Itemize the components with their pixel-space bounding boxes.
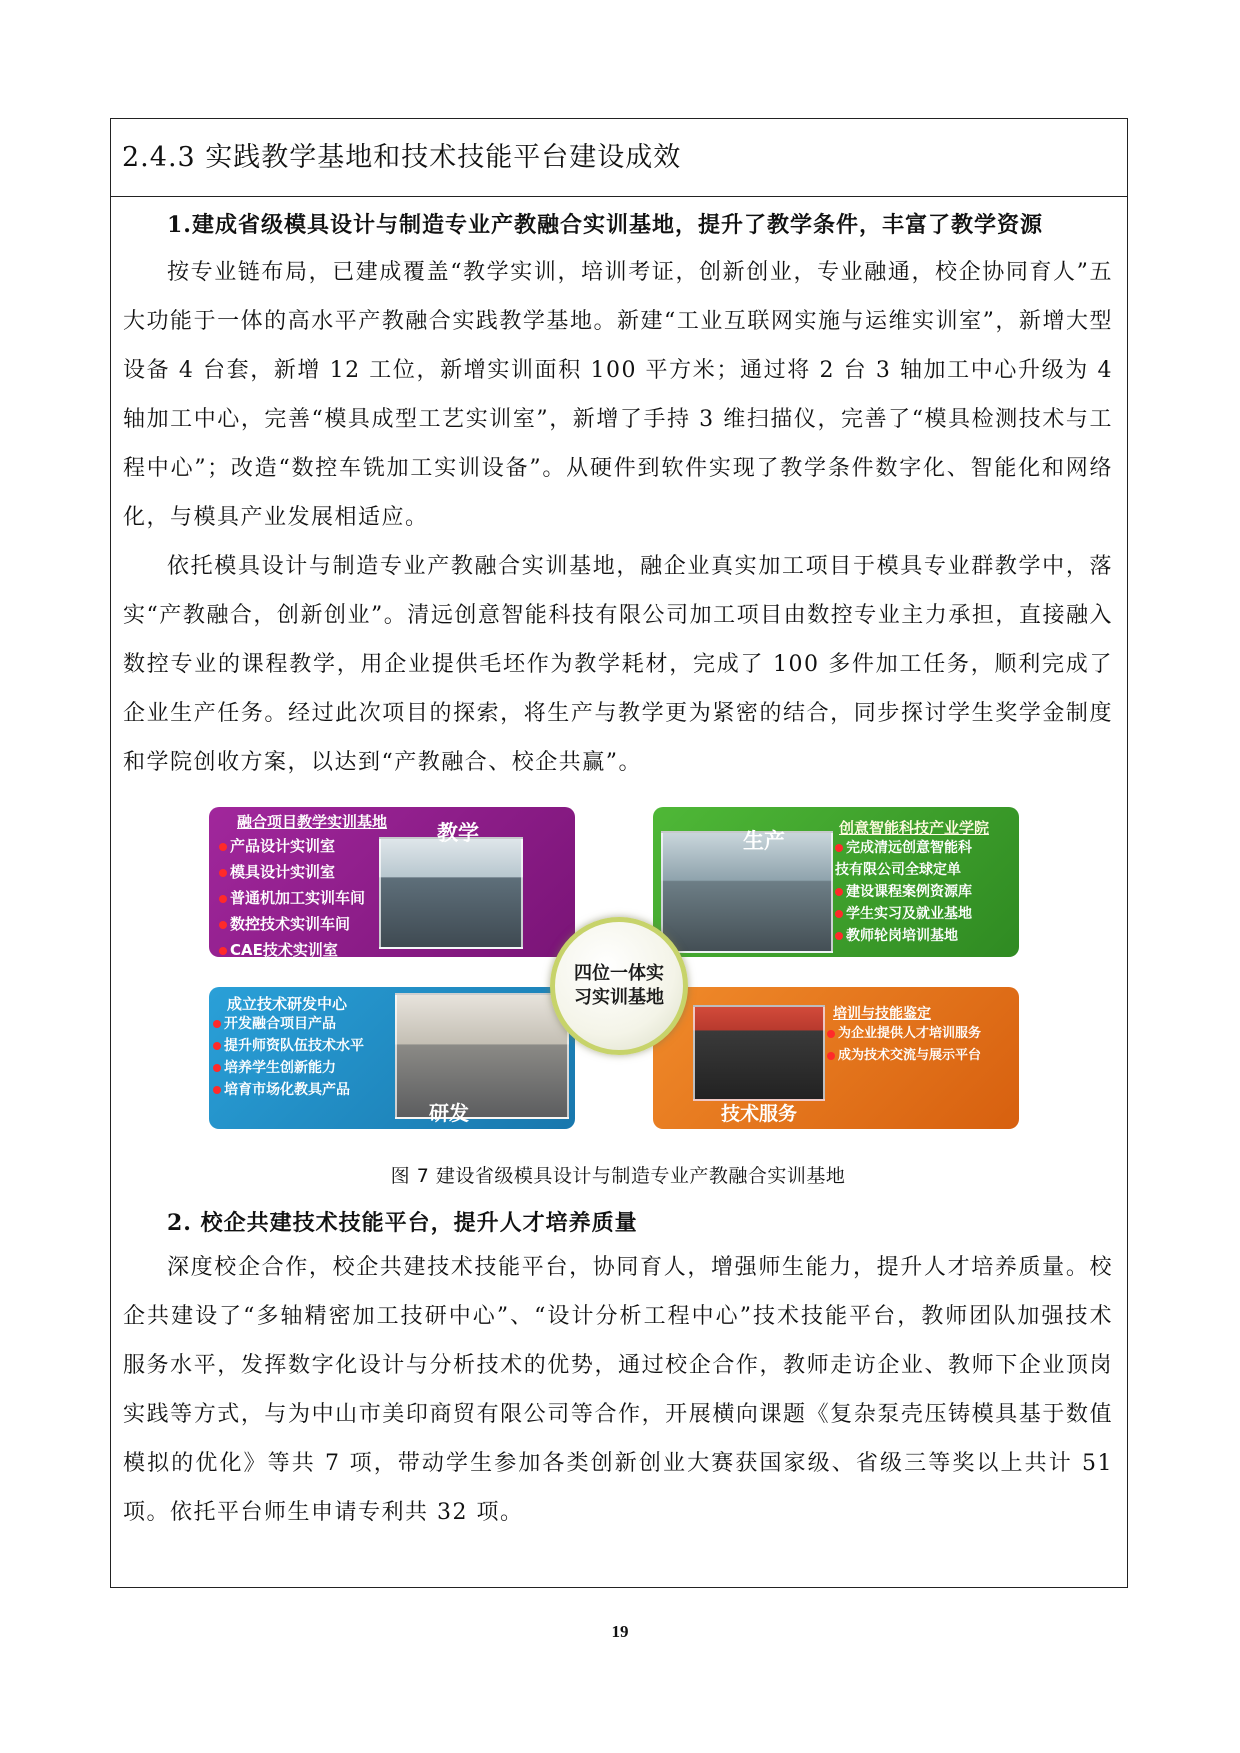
list-item: 完成清远创意智能科 [835,837,972,859]
classroom-photo [379,837,523,949]
heading-1: 1.建成省级模具设计与制造专业产教融合实训基地，提升了教学条件，丰富了教学资源 [167,212,1043,238]
list-item: CAE技术实训室 [219,937,365,957]
panel-research-list [213,1013,364,1101]
bullet-dot-icon [827,1030,835,1038]
page-number: 19 [611,1622,629,1641]
content-frame [110,118,1128,1588]
panel-teaching [209,807,575,957]
paragraph-1: 按专业链布局，已建成覆盖“教学实训，培训考证，创新创业，专业融通，校企协同育人”五大功能于一体的高水平产教融合实践教学基地。新建“工业互联网实施与运维实训室”，新增大型设备 4 台套，新增 12 工位，新增实训面积 100 平方米；通过将 2 台 3 轴加工中心升级为 4 轴加工中心，完善“模具成型工艺实训室”，新增了手持 3 维扫描仪，完善了“模具检测技术与工程中心”；改造“数控车铣加工实训设备”。从硬件到软件实现了教学条件数字化、智能化和网络化，与模具产业发展相适应。 [123,260,1113,530]
panel-production-list [835,837,972,947]
section-title: 2.4.3 实践教学基地和技术技能平台建设成效 [122,142,682,173]
figure-training-base [209,807,1019,1155]
bullet-dot-icon [219,843,227,851]
panel-production-title: 创意智能科技产业学院 [839,819,990,837]
list-item: 培养学生创新能力 [213,1057,364,1079]
panel-production [653,807,1019,957]
panel-service-title: 培训与技能鉴定 [833,1006,931,1022]
list-item: 数控技术实训车间 [219,911,365,937]
bullet-dot-icon [219,869,227,877]
list-item: 普通机加工实训车间 [219,885,365,911]
panel-service [653,987,1019,1129]
content-cell [123,196,1113,1537]
panel-research-tag: 研发 [429,1101,469,1125]
group-photo [693,1005,825,1101]
bullet-dot-icon [835,932,843,940]
list-item: 提升师资队伍技术水平 [213,1035,364,1057]
paragraph-2: 依托模具设计与制造专业产教融合实训基地，融企业真实加工项目于模具专业群教学中，落实“产教融合，创新创业”。清远创意智能科技有限公司加工项目由数控专业主力承担，直接融入数控专业的课程教学，用企业提供毛坯作为教学耗材，完成了 100 多件加工任务，顺利完成了企业生产任务。经过此次项目的探索，将生产与教学更为紧密的结合，同步探讨学生奖学金制度和学院创收方案，以达到“产教融合、校企共赢”。 [123,554,1113,775]
center-circle [550,917,688,1055]
bullet-dot-icon [213,1020,221,1028]
paragraph-3: 深度校企合作，校企共建技术技能平台，协同育人，增强师生能力，提升人才培养质量。校企共建设了“多轴精密加工技研中心”、“设计分析工程中心”技术技能平台，教师团队加强技术服务水平，发挥数字化设计与分析技术的优势，通过校企合作，教师走访企业、教师下企业顶岗实践等方式，与为中山市美印商贸有限公司等合作，开展横向课题《复杂泵壳压铸模具基于数值模拟的优化》等共 7 项，带动学生参加各类创新创业大赛获国家级、省级三等奖以上共计 51 项。依托平台师生申请专利共 32 项。 [123,1255,1113,1525]
bullet-dot-icon [835,910,843,918]
list-item: 为企业提供人才培训服务 [827,1023,981,1045]
lab-photo [395,993,569,1119]
list-item: 产品设计实训室 [219,833,365,859]
panel-research-title: 成立技术研发中心 [227,995,348,1013]
list-item: 建设课程案例资源库 [835,881,972,903]
panel-service-list [827,1023,981,1067]
list-item: 教师轮岗培训基地 [835,925,972,947]
figure-caption: 图 7 建设省级模具设计与制造专业产教融合实训基地 [390,1165,846,1187]
heading-2: 2. 校企共建技术技能平台，提升人才培养质量 [167,1210,638,1236]
list-item: 技有限公司全球定单 [835,862,961,878]
bullet-dot-icon [213,1086,221,1094]
bullet-dot-icon [219,947,227,955]
list-item: 培育市场化教具产品 [213,1079,364,1101]
center-line-1: 四位一体实 [574,963,664,984]
bullet-dot-icon [827,1052,835,1060]
bullet-dot-icon [835,844,843,852]
bullet-dot-icon [213,1042,221,1050]
title-row [111,119,1127,197]
list-item: 模具设计实训室 [219,859,365,885]
panel-service-tag: 技术服务 [721,1103,798,1125]
list-item: 成为技术交流与展示平台 [827,1045,981,1067]
panel-teaching-title: 融合项目教学实训基地 [237,813,388,831]
panel-production-tag: 生产 [743,829,785,853]
bullet-dot-icon [219,921,227,929]
bullet-dot-icon [835,888,843,896]
center-line-2: 习实训基地 [574,987,664,1008]
bullet-dot-icon [219,895,227,903]
bullet-dot-icon [213,1064,221,1072]
list-item: 学生实习及就业基地 [835,903,972,925]
panel-research [209,987,575,1129]
panel-teaching-list [219,833,365,957]
panel-teaching-tag: 教学 [437,821,479,845]
list-item: 开发融合项目产品 [213,1013,364,1035]
